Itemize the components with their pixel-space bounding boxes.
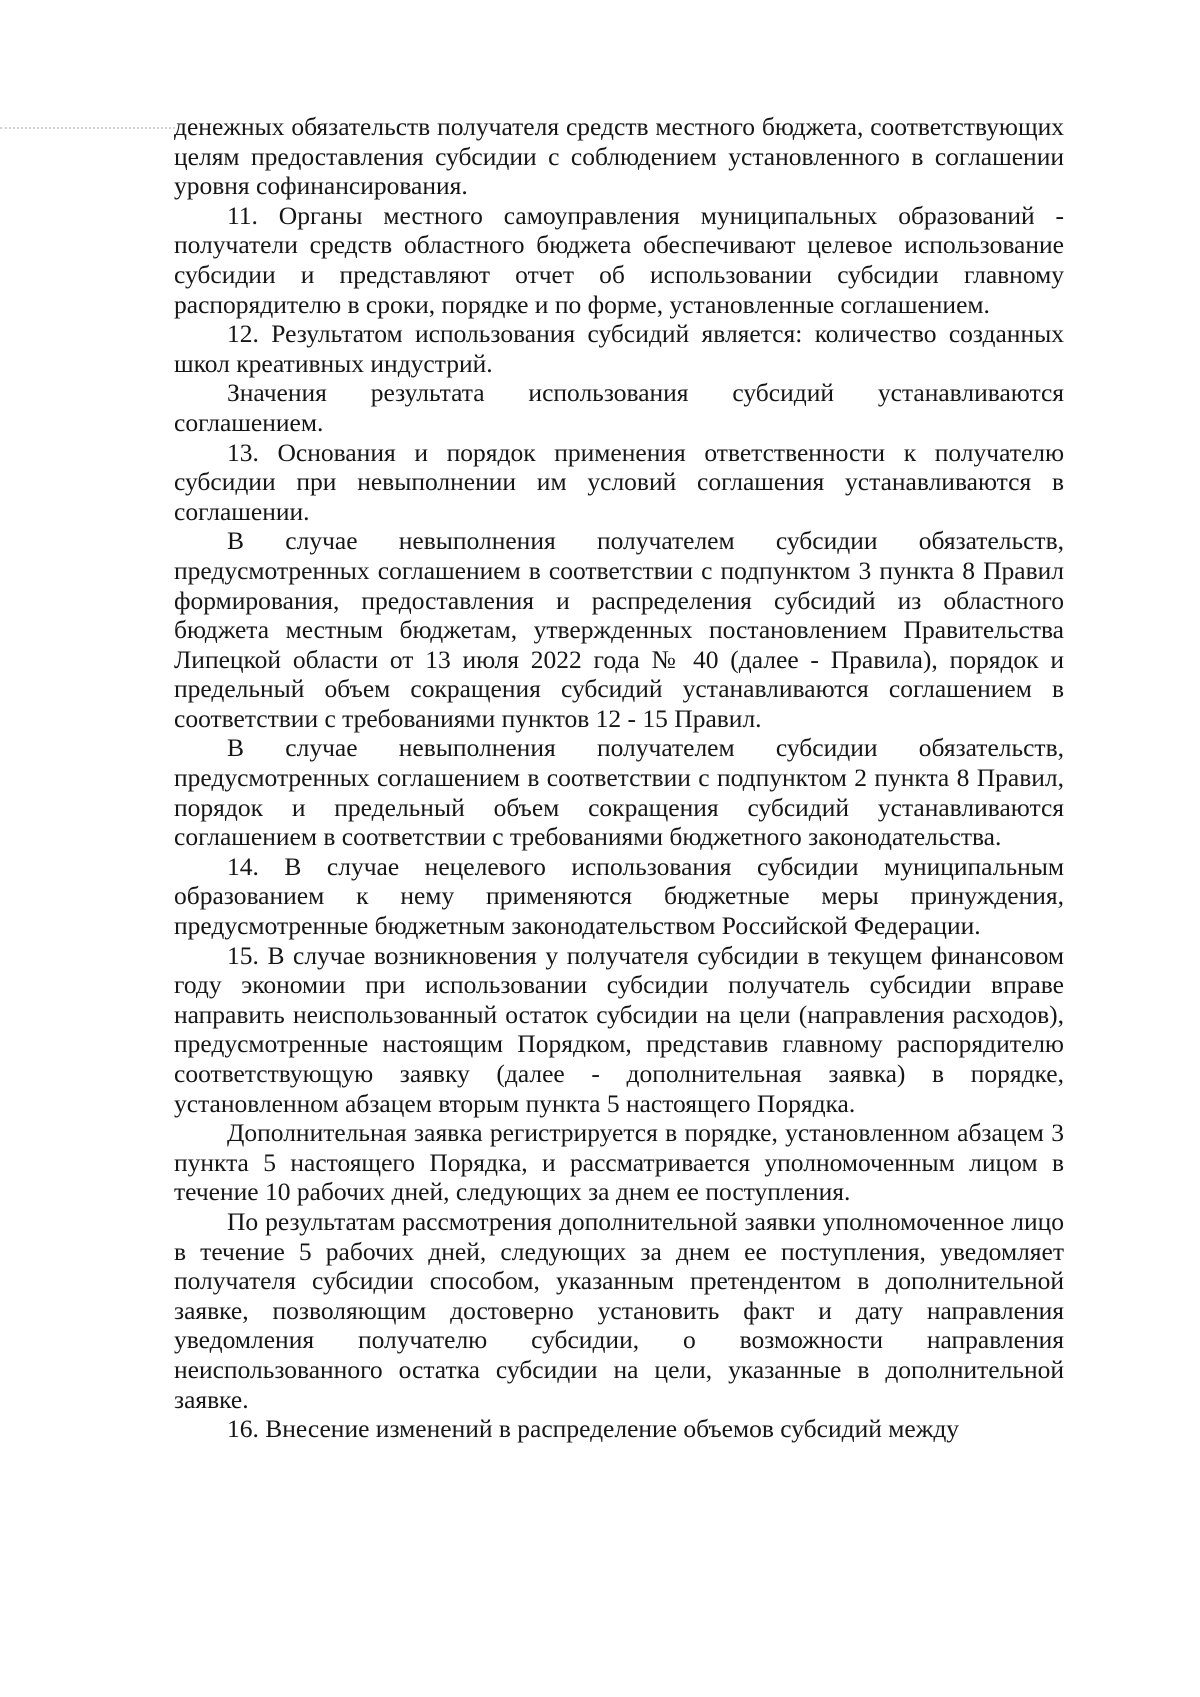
paragraph-15-notification: По результатам рассмотрения дополнительной заявки уполномоченное лицо в течение 5 рабочих дней, следующих за днем ее поступления, уведомляет получателя субсидии способом, указанным претендентом в дополнительной заявке, позволяющим достоверно установить факт и дату направления уведомления получателю субсидии, о возможности направления неиспользованного остатка субсидии на цели, указанные в дополнительной заявке. <box>174 1206 1064 1414</box>
paragraph-15-registration: Дополнительная заявка регистрируется в порядке, установленном абзацем 3 пункта 5 настоящего Порядка, и рассматривается уполномоченным лицом в течение 10 рабочих дней, следующих за днем ее поступления. <box>174 1118 1064 1207</box>
paragraph-13-case-1: В случае невыполнения получателем субсидии обязательств, предусмотренных соглашением в соответствии с подпунктом 3 пункта 8 Правил формирования, предоставления и распределения субсидий из областного бюджета местным бюджетам, утвержденных постановлением Правительства Липецкой области от 13 июля 2022 года № 40 (далее - Правила), порядок и предельный объем сокращения субсидий устанавливаются соглашением в соответствии с требованиями пунктов 12 - 15 Правил. <box>174 526 1064 733</box>
paragraph-14: 14. В случае нецелевого использования субсидии муниципальным образованием к нему применяются бюджетные меры принуждения, предусмотренные бюджетным законодательством Российской Федерации. <box>174 851 1064 941</box>
paragraph-12: 12. Результатом использования субсидий является: количество созданных школ креативных индустрий. <box>174 319 1064 378</box>
paragraph-12-values: Значения результата использования субсидий устанавливаются соглашением. <box>174 378 1064 437</box>
scan-artifact-line <box>0 127 175 129</box>
paragraph-16: 16. Внесение изменений в распределение объемов субсидий между <box>227 1414 960 1444</box>
paragraph-15: 15. В случае возникновения у получателя субсидии в текущем финансовом году экономии при использовании субсидии получатель субсидии вправе направить неиспользованный остаток субсидии на цели (направления расходов), предусмотренные настоящим Порядком, представив главному распорядителю соответствующую заявку (далее - дополнительная заявка) в порядке, установленном абзацем вторым пункта 5 настоящего Порядка. <box>174 940 1064 1118</box>
document-body <box>174 112 1064 1444</box>
paragraph-13-case-2: В случае невыполнения получателем субсидии обязательств, предусмотренных соглашением в соответствии с подпунктом 2 пункта 8 Правил, порядок и предельный объем сокращения субсидий устанавливаются соглашением в соответствии с требованиями бюджетного законодательства. <box>174 733 1064 852</box>
paragraph-13: 13. Основания и порядок применения ответственности к получателю субсидии при невыполнении им условий соглашения устанавливаются в соглашении. <box>174 437 1064 526</box>
paragraph-10-continuation: денежных обязательств получателя средств местного бюджета, соответствующих целям предоставления субсидии с соблюдением установленного в соглашении уровня софинансирования. <box>174 112 1064 201</box>
paragraph-11: 11. Органы местного самоуправления муниципальных образований - получатели средств областного бюджета обеспечивают целевое использование субсидии и представляют отчет об использовании субсидии главному распорядителю в сроки, порядке и по форме, установленные соглашением. <box>174 200 1064 319</box>
